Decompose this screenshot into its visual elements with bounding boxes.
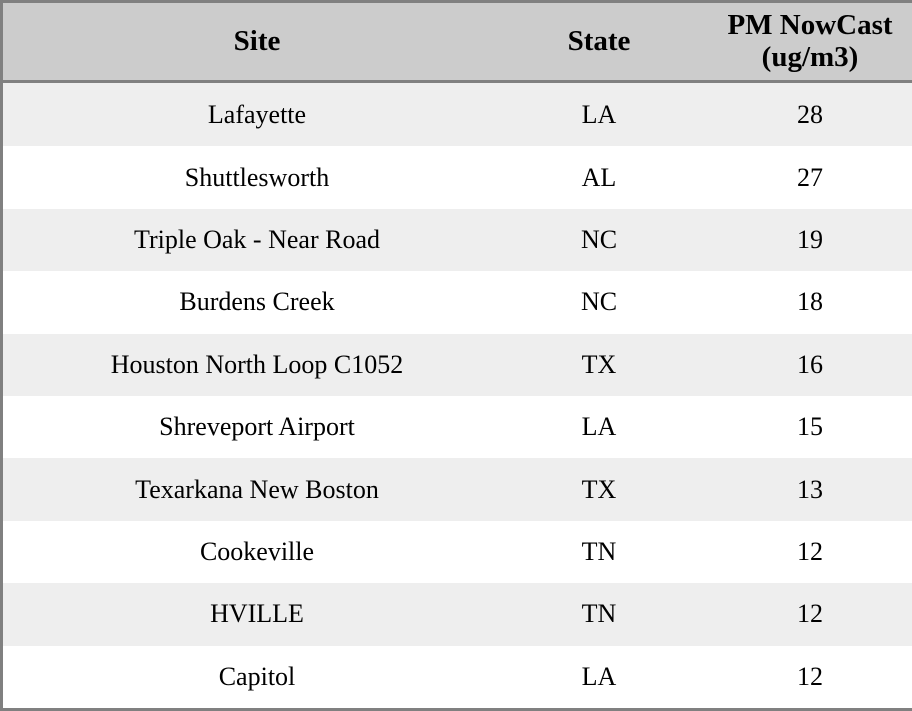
column-header-pm-nowcast: PM NowCast (ug/m3)	[687, 3, 912, 81]
pm-nowcast-table	[3, 3, 912, 708]
table-header-row	[3, 3, 912, 81]
cell-state: LA	[581, 661, 617, 691]
cell-state: NC	[580, 224, 618, 254]
cell-value: 15	[797, 412, 823, 442]
cell-value: 13	[797, 474, 823, 504]
table-row	[3, 146, 912, 208]
cell-site: Shuttlesworth	[184, 162, 330, 192]
cell-state: TX	[581, 349, 617, 379]
cell-site: Burdens Creek	[179, 287, 335, 317]
table-header	[3, 3, 912, 81]
cell-site: HVILLE	[210, 599, 304, 629]
cell-state: TX	[581, 474, 617, 504]
table-row	[3, 271, 912, 333]
cell-state: TN	[581, 536, 617, 566]
cell-state: LA	[581, 99, 617, 129]
cell-value: 12	[797, 599, 823, 629]
column-header-state: State	[511, 3, 687, 81]
table-row	[3, 646, 912, 708]
cell-value: 28	[797, 99, 823, 129]
cell-value: 12	[797, 661, 823, 691]
cell-site: Capitol	[218, 661, 296, 691]
cell-site: Cookeville	[199, 536, 315, 566]
cell-value: 18	[797, 287, 823, 317]
cell-state: AL	[581, 162, 617, 192]
cell-state: LA	[581, 412, 617, 442]
table-row	[3, 209, 912, 271]
cell-site: Texarkana New Boston	[135, 474, 379, 504]
table-row	[3, 458, 912, 520]
cell-state: NC	[580, 287, 618, 317]
column-header-site: Site	[3, 3, 511, 81]
cell-site: Houston North Loop C1052	[110, 349, 404, 379]
cell-state: TN	[581, 599, 617, 629]
cell-site: Triple Oak - Near Road	[134, 224, 380, 254]
cell-value: 19	[797, 224, 823, 254]
cell-value: 27	[797, 162, 823, 192]
cell-value: 16	[797, 349, 823, 379]
table-row	[3, 81, 912, 146]
table-row	[3, 396, 912, 458]
table-body	[3, 81, 912, 708]
cell-site: Shreveport Airport	[159, 412, 355, 442]
cell-site: Lafayette	[207, 99, 307, 129]
cell-value: 12	[797, 536, 823, 566]
table-row	[3, 583, 912, 645]
table-row	[3, 521, 912, 583]
table-row	[3, 334, 912, 396]
